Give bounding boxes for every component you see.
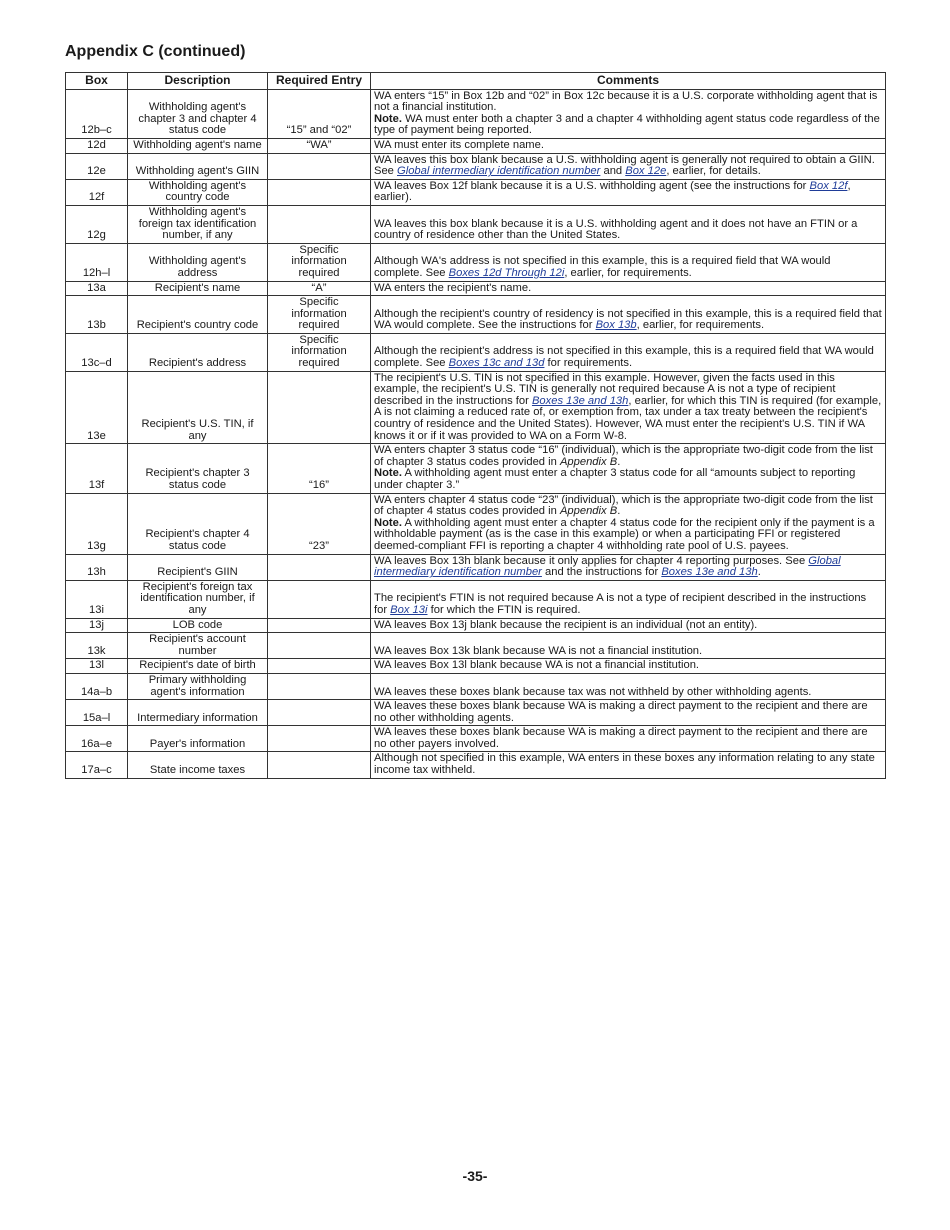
box-cell: 13j	[66, 618, 128, 633]
comments-cell	[371, 444, 886, 493]
required-entry-cell	[268, 580, 371, 618]
box-cell: 13l	[66, 659, 128, 674]
comments-cell	[371, 752, 886, 778]
comment-text: Although the recipient's country of residency is not specified in this example, this is a required field that WA would complete. See the instructions for	[374, 307, 882, 332]
table-header-row	[66, 73, 886, 90]
box-cell: 17a–c	[66, 752, 128, 778]
description-cell: Intermediary information	[128, 700, 268, 726]
reference-link[interactable]: Box 12f	[809, 179, 848, 192]
comments-cell	[371, 580, 886, 618]
description-cell: Withholding agent's foreign tax identification number, if any	[128, 205, 268, 243]
comment-text: A withholding agent must enter a chapter 4 status code for the recipient only if the payment is a withholdable payment (as is the case in this example) or when a participating FFI or registered deemed-compliant FFI is reporting a chapter 4 withholding rate pool of U.S. payees.	[374, 516, 875, 552]
comment-text: Although WA's address is not specified in this example, this is a required field that WA would complete. See	[374, 255, 831, 279]
table-row	[66, 633, 886, 659]
comment-text: .	[617, 455, 621, 468]
table-body	[66, 89, 886, 778]
table-row	[66, 580, 886, 618]
description-cell: LOB code	[128, 618, 268, 633]
comments-cell	[371, 296, 886, 334]
description-cell: Recipient's name	[128, 281, 268, 296]
comments-cell	[371, 700, 886, 726]
comment-text: , earlier, for details.	[666, 165, 761, 178]
reference-link[interactable]: Box 13i	[390, 603, 428, 616]
comment-text: and the instructions for	[541, 566, 662, 579]
required-entry-cell	[268, 179, 371, 205]
box-cell: 15a–l	[66, 700, 128, 726]
table-row	[66, 205, 886, 243]
comments-cell	[371, 243, 886, 281]
comment-text: WA leaves this box blank because a U.S. withholding agent is generally not required to obtain a GIIN. See	[374, 153, 875, 178]
reference-link[interactable]: Boxes 13e and 13h	[661, 566, 758, 579]
box-cell: 12g	[66, 205, 128, 243]
description-cell: Recipient's address	[128, 333, 268, 371]
reference-link[interactable]: Box 13b	[595, 319, 637, 332]
table-row	[66, 179, 886, 205]
header-box: Box	[66, 73, 128, 90]
note-label: Note.	[374, 112, 402, 125]
box-cell: 12e	[66, 153, 128, 179]
comment-text: WA leaves Box 13h blank because it only applies for chapter 4 reporting purposes. See	[374, 554, 809, 567]
comment-text: A withholding agent must enter a chapter 3 status code for all “amounts subject to reporting under chapter 3.”	[374, 467, 856, 491]
comments-cell	[371, 371, 886, 444]
comment-text: , earlier, for requirements.	[564, 266, 692, 279]
table-row	[66, 618, 886, 633]
description-cell: Withholding agent's name	[128, 138, 268, 153]
box-cell: 12h–l	[66, 243, 128, 281]
description-cell: Recipient's U.S. TIN, if any	[128, 371, 268, 444]
box-cell: 13c–d	[66, 333, 128, 371]
required-entry-cell	[268, 554, 371, 580]
comments-cell	[371, 659, 886, 674]
comments-cell	[371, 333, 886, 371]
italic-reference: Appendix B	[559, 455, 618, 468]
box-cell: 13a	[66, 281, 128, 296]
comment-text: WA leaves these boxes blank because WA is making a direct payment to the recipient and there are no other withholding agents.	[374, 700, 868, 724]
required-entry-cell	[268, 726, 371, 752]
comments-cell	[371, 633, 886, 659]
box-cell: 12f	[66, 179, 128, 205]
box-cell: 16a–e	[66, 726, 128, 752]
comments-cell	[371, 153, 886, 179]
comment-text: for requirements.	[544, 357, 633, 370]
italic-reference: Appendix B	[559, 505, 618, 518]
box-cell: 12b–c	[66, 89, 128, 138]
comment-text: WA leaves Box 13l blank because WA is not a financial institution.	[374, 659, 700, 672]
table-row	[66, 493, 886, 554]
box-cell: 13g	[66, 493, 128, 554]
comments-cell	[371, 89, 886, 138]
comments-cell	[371, 179, 886, 205]
comments-cell	[371, 673, 886, 699]
comment-text: WA must enter both a chapter 3 and a chapter 4 withholding agent status code regardless of the type of payment being reported.	[374, 112, 880, 137]
required-entry-cell: Specific information required	[268, 243, 371, 281]
required-entry-cell: “15” and “02”	[268, 89, 371, 138]
comment-text: WA leaves these boxes blank because tax was not withheld by other withholding agents.	[374, 685, 812, 698]
comment-text: WA must enter its complete name.	[374, 138, 544, 151]
required-entry-cell	[268, 752, 371, 778]
table-row	[66, 444, 886, 493]
comments-cell	[371, 618, 886, 633]
reference-link[interactable]: Global intermediary identification number	[397, 165, 601, 178]
appendix-c-table	[65, 72, 886, 779]
table-row	[66, 89, 886, 138]
comments-cell	[371, 281, 886, 296]
table-row	[66, 700, 886, 726]
table-row	[66, 752, 886, 778]
comment-text: .	[757, 566, 761, 579]
reference-link[interactable]: Boxes 12d Through 12i	[448, 266, 565, 279]
description-cell: Recipient's account number	[128, 633, 268, 659]
description-cell: Payer's information	[128, 726, 268, 752]
comment-text: Although not specified in this example, WA enters in these boxes any information relating to any state income tax withheld.	[374, 752, 875, 777]
description-cell: Recipient's date of birth	[128, 659, 268, 674]
table-row	[66, 371, 886, 444]
description-cell: Withholding agent's address	[128, 243, 268, 281]
table-row	[66, 296, 886, 334]
comments-cell	[371, 554, 886, 580]
table-row	[66, 333, 886, 371]
description-cell: Withholding agent's GIIN	[128, 153, 268, 179]
required-entry-cell: Specific information required	[268, 296, 371, 334]
table-row	[66, 153, 886, 179]
comment-text: , earlier, for requirements.	[636, 319, 765, 332]
required-entry-cell: “23”	[268, 493, 371, 554]
reference-link[interactable]: Box 12e	[625, 165, 667, 178]
reference-link[interactable]: Boxes 13e and 13h	[531, 394, 629, 407]
box-cell: 12d	[66, 138, 128, 153]
table-row	[66, 726, 886, 752]
required-entry-cell	[268, 618, 371, 633]
comment-text: WA leaves Box 12f blank because it is a U.S. withholding agent (see the instructions for	[374, 179, 810, 192]
table-row	[66, 243, 886, 281]
required-entry-cell	[268, 153, 371, 179]
comment-text: for which the FTIN is required.	[427, 603, 581, 616]
required-entry-cell	[268, 205, 371, 243]
table-row	[66, 554, 886, 580]
description-cell: Recipient's GIIN	[128, 554, 268, 580]
required-entry-cell	[268, 659, 371, 674]
comment-text: WA leaves Box 13j blank because the recipient is an individual (not an entity).	[374, 618, 758, 631]
comment-text: WA enters chapter 3 status code “16” (individual), which is the appropriate two-digit code from the list of chapter 3 status codes provided in	[374, 444, 873, 468]
comment-text: The recipient's FTIN is not required because A is not a type of recipient described in the instructions for	[374, 592, 867, 616]
box-cell: 13f	[66, 444, 128, 493]
table-row	[66, 281, 886, 296]
header-required-entry: Required Entry	[268, 73, 371, 90]
note-label: Note.	[374, 467, 402, 480]
reference-link[interactable]: Global intermediary identification number	[374, 554, 841, 579]
comments-cell	[371, 205, 886, 243]
comment-text: Although the recipient's address is not specified in this example, this is a required field that WA would complete. See	[374, 345, 874, 370]
page-title: Appendix C (continued)	[65, 43, 246, 60]
comments-cell	[371, 726, 886, 752]
table-row	[66, 673, 886, 699]
comment-text: WA enters the recipient's name.	[374, 281, 532, 294]
description-cell: Recipient's foreign tax identification number, if any	[128, 580, 268, 618]
required-entry-cell: Specific information required	[268, 333, 371, 371]
comment-text: The recipient's U.S. TIN is not specified in this example. However, given the facts used in this example, the recipient's U.S. TIN is generally not required because A is not a type of recipient described in the instructions for	[374, 371, 836, 407]
required-entry-cell	[268, 633, 371, 659]
required-entry-cell	[268, 371, 371, 444]
comment-text: WA enters “15” in Box 12b and “02” in Box 12c because it is a U.S. corporate withholding agent that is not a financial institution.	[374, 89, 878, 114]
required-entry-cell: “WA”	[268, 138, 371, 153]
comment-text: WA leaves Box 13k blank because WA is not a financial institution.	[374, 644, 703, 657]
comment-text: , earlier, for which this TIN is required (for example, A is not claiming a reduced rate of, or exemption from, tax under a tax treaty between the recipient's country of residence and the United States). However, WA must enter the recipient's U.S. TIN if WA knows it or if it was provided to WA on a Form W-8.	[374, 394, 882, 442]
box-cell: 13i	[66, 580, 128, 618]
comments-cell	[371, 138, 886, 153]
description-cell: Recipient's chapter 4 status code	[128, 493, 268, 554]
reference-link[interactable]: Boxes 13c and 13d	[448, 357, 545, 370]
box-cell: 13b	[66, 296, 128, 334]
box-cell: 13e	[66, 371, 128, 444]
required-entry-cell	[268, 673, 371, 699]
note-label: Note.	[374, 516, 402, 529]
comment-text: and	[600, 165, 626, 178]
comment-text: WA leaves these boxes blank because WA is making a direct payment to the recipient and there are no other payers involved.	[374, 726, 868, 750]
description-cell: Withholding agent's country code	[128, 179, 268, 205]
description-cell: Recipient's chapter 3 status code	[128, 444, 268, 493]
box-cell: 13h	[66, 554, 128, 580]
box-cell: 13k	[66, 633, 128, 659]
header-description: Description	[128, 73, 268, 90]
comment-text: .	[617, 505, 621, 518]
description-cell: State income taxes	[128, 752, 268, 778]
table-row	[66, 659, 886, 674]
comments-cell	[371, 493, 886, 554]
comment-text: WA leaves this box blank because it is a U.S. withholding agent and it does not have an FTIN or a country of residence other than the United States.	[374, 217, 858, 242]
page-number: -35-	[462, 1168, 488, 1184]
required-entry-cell	[268, 700, 371, 726]
header-comments: Comments	[371, 73, 886, 90]
description-cell: Recipient's country code	[128, 296, 268, 334]
box-cell: 14a–b	[66, 673, 128, 699]
description-cell: Withholding agent's chapter 3 and chapter 4 status code	[128, 89, 268, 138]
comment-text: , earlier).	[374, 179, 851, 204]
required-entry-cell: “16”	[268, 444, 371, 493]
required-entry-cell: “A”	[268, 281, 371, 296]
comment-text: WA enters chapter 4 status code “23” (individual), which is the appropriate two-digit code from the list of chapter 4 status codes provided in	[374, 493, 873, 518]
description-cell: Primary withholding agent's information	[128, 673, 268, 699]
table-row	[66, 138, 886, 153]
